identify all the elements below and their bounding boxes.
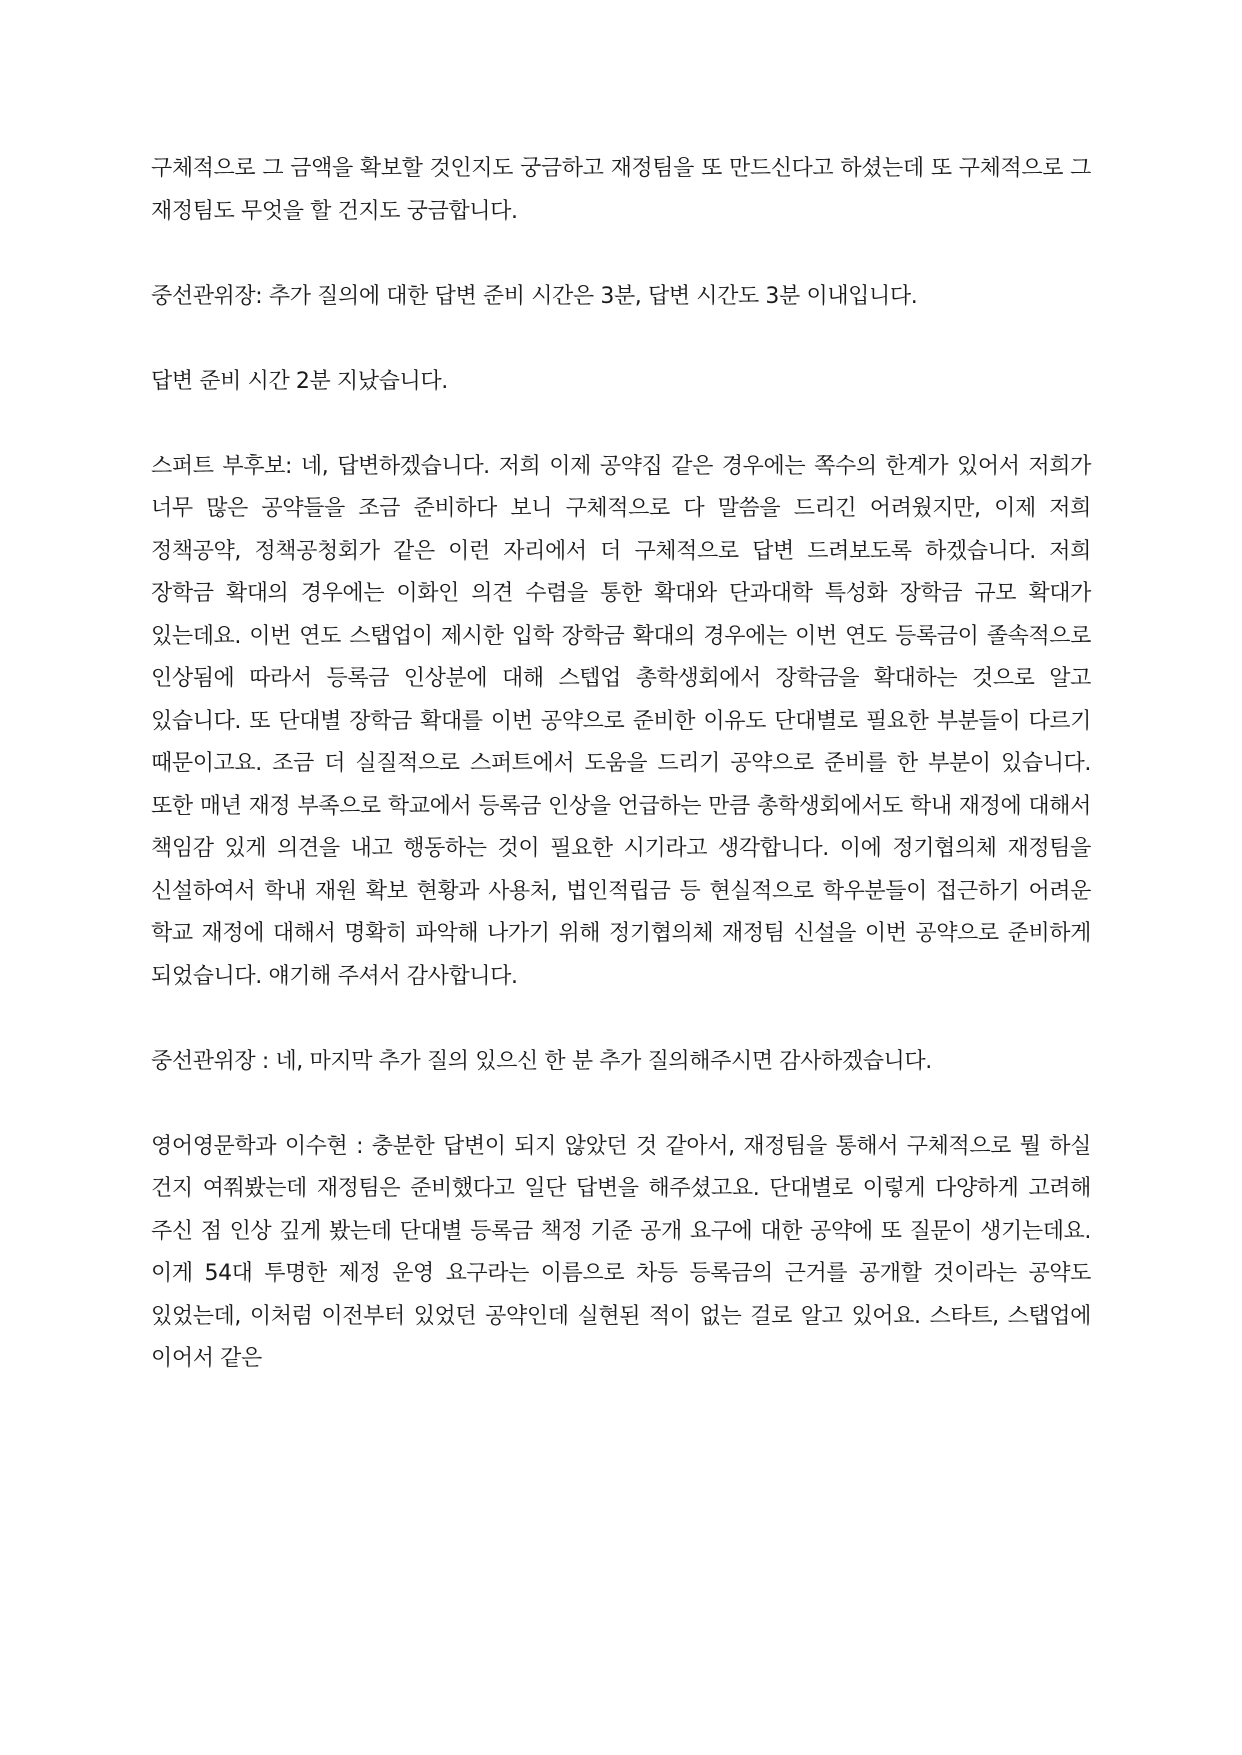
paragraph-student-question: 영어영문학과 이수현 : 충분한 답변이 되지 않았던 것 같아서, 재정팀을 통해서 구체적으로 뭘 하실 건지 여쭤봤는데 재정팀은 준비했다고 일단 답변을 해주셨고요. 단대별로 이렇게 다양하게 고려해 주신 점 인상 깊게 봤는데 단대별 등록금 책정 기준 공개 요구에 대한 공약에 또 질문이 생기는데요. 이게 54대 투명한 제정 운영 요구라는 이름으로 차등 등록금의 근거를 공개할 것이라는 공약도 있었는데, 이처럼 이전부터 있었던 공약인데 실현된 적이 없는 걸로 알고 있어요. 스타트, 스탭업에 이어서 같은 — [151, 1133, 1091, 1371]
paragraph-question-continuation: 구체적으로 그 금액을 확보할 것인지도 궁금하고 재정팀을 또 만드신다고 하셨는데 또 구체적으로 그 재정팀도 무엇을 할 건지도 궁금합니다. — [151, 156, 1091, 224]
transcript-page — [151, 148, 1091, 1423]
paragraph-moderator-last-question: 중선관위장 : 네, 마지막 추가 질의 있으신 한 분 추가 질의해주시면 감사하겠습니다. — [151, 1048, 932, 1074]
paragraph-time-elapsed: 답변 준비 시간 2분 지났습니다. — [151, 368, 448, 394]
paragraph-moderator-time-notice: 중선관위장: 추가 질의에 대한 답변 준비 시간은 3분, 답변 시간도 3분 이내입니다. — [151, 283, 918, 309]
paragraph-candidate-answer: 스퍼트 부후보: 네, 답변하겠습니다. 저희 이제 공약집 같은 경우에는 쪽수의 한계가 있어서 저희가 너무 많은 공약들을 조금 준비하다 보니 구체적으로 다 말씀을 드리긴 어려웠지만, 이제 저희 정책공약, 정책공청회가 같은 이런 자리에서 더 구체적으로 답변 드려보도록 하겠습니다. 저희 장학금 확대의 경우에는 이화인 의견 수렴을 통한 확대와 단과대학 특성화 장학금 규모 확대가 있는데요. 이번 연도 스탭업이 제시한 입학 장학금 확대의 경우에는 이번 연도 등록금이 졸속적으로 인상됨에 따라서 등록금 인상분에 대해 스텝업 총학생회에서 장학금을 확대하는 것으로 알고 있습니다. 또 단대별 장학금 확대를 이번 공약으로 준비한 이유도 단대별로 필요한 부분들이 다르기 때문이고요. 조금 더 실질적으로 스퍼트에서 도움을 드리기 공약으로 준비를 한 부분이 있습니다. 또한 매년 재정 부족으로 학교에서 등록금 인상을 언급하는 만큼 총학생회에서도 학내 재정에 대해서 책임감 있게 의견을 내고 행동하는 것이 필요한 시기라고 생각합니다. 이에 정기협의체 재정팀을 신설하여서 학내 재원 확보 현황과 사용처, 법인적립금 등 현실적으로 학우분들이 접근하기 어려운 학교 재정에 대해서 명확히 파악해 나가기 위해 정기협의체 재정팀 신설을 이번 공약으로 준비하게 되었습니다. 얘기해 주셔서 감사합니다. — [151, 453, 1091, 989]
